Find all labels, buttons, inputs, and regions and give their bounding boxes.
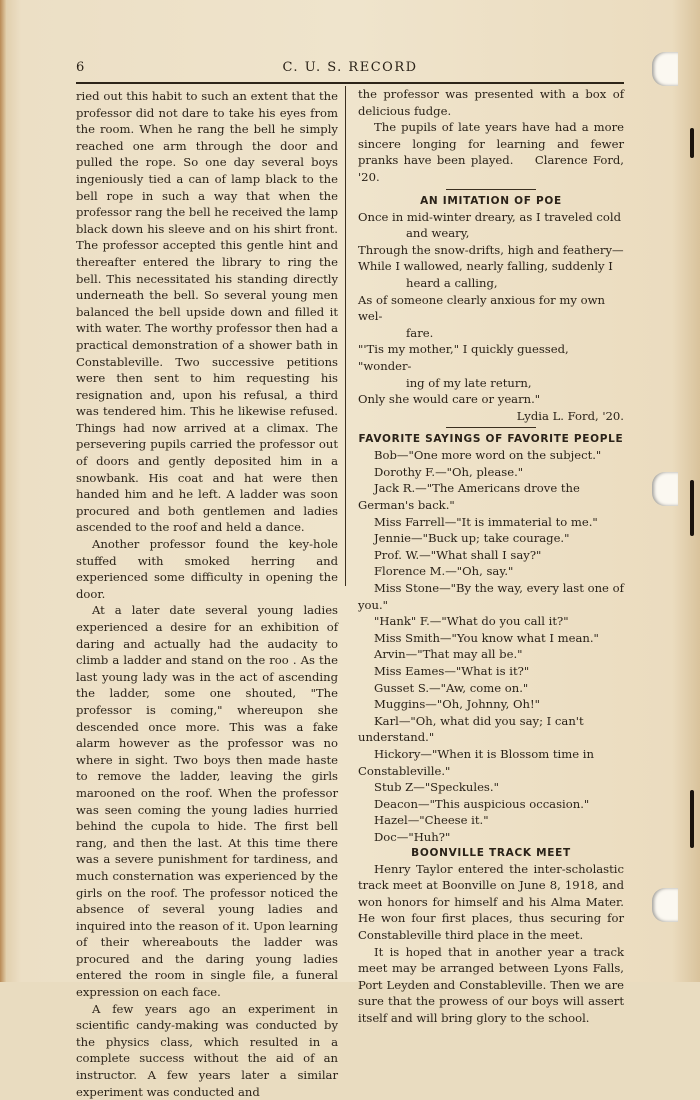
- poem-byline: Lydia L. Ford, '20.: [516, 408, 624, 423]
- paragraph: It is hoped that in another year a track meet may be arranged between Lyons Falls, Port Leyden and Constableville. Then we are sure that the prowess of our boys will assert itself and will bring glory to the school.: [358, 944, 624, 1025]
- tape-mark: [690, 790, 694, 848]
- left-column: [76, 88, 338, 1100]
- saying-item: Karl—"Oh, what did you say; I can't understand.": [358, 713, 584, 745]
- saying-item: Dorothy F.—"Oh, please.": [374, 464, 524, 479]
- paragraph: Henry Taylor entered the inter-scholastic track meet at Boonville on June 8, 1918, and won honors for himself and his Alma Mater. He won four first places, thus securing for Constableville third place in the meet.: [358, 861, 624, 942]
- author-byline: Clarence Ford, '20.: [358, 153, 624, 184]
- saying-item: Stub Z—"Speckules.": [374, 780, 499, 795]
- tape-mark: [690, 128, 694, 158]
- saying-item: "Hank" F.—"What do you call it?": [374, 614, 569, 629]
- poem-line: Once in mid-winter dreary, as I traveled cold: [358, 209, 622, 224]
- track-meet-title: BOONVILLE TRACK MEET: [411, 846, 571, 859]
- saying-item: Jack R.—"The Americans drove the German's back.": [358, 481, 580, 513]
- closing-text: The pupils of late years have had a more sincere longing for learning and fewer pranks have been played.: [358, 120, 624, 168]
- poem-line: As of someone clearly anxious for my own wel-: [358, 292, 606, 324]
- poem-line: heard a calling,: [406, 275, 498, 290]
- paragraph: [358, 119, 624, 185]
- poem-line: fare.: [406, 325, 434, 340]
- poem-line: ing of my late return,: [406, 375, 532, 390]
- poem-line: Through the snow-drifts, high and feathery—: [358, 242, 624, 257]
- poem: [358, 209, 624, 408]
- paragraph: At a later date several young ladies experienced a desire for an exhibition of daring and actually had the audacity to climb a ladder and stand on the roo . As the last young lady was in the act of ascending the ladder, some one shouted, "The professor is coming," whereupon she descended once more. This was a fake alarm however as the professor was no where in sight. Two boys then made haste to remove the ladder, leaving the girls marooned on the roof. When the professor was seen coming the young ladies hurried behind the cupola to hide. The first bell rang, and then the last. At this time there was a severe punishment for tardiness, and much consternation was experienced by the girls on the roof. The professor noticed the absence of several young ladies and inquired into the reason of it. Upon learning of their whereabouts the ladder was procured and the daring young ladies entered the room in single file, a funeral expression on each face.: [76, 603, 338, 1000]
- page-edge: [0, 0, 6, 982]
- poem-line: While I wallowed, nearly falling, suddenly I: [358, 259, 613, 274]
- saying-item: Deacon—"This auspicious occasion.": [374, 796, 590, 811]
- tape-mark: [690, 480, 694, 536]
- section-rule: [446, 427, 536, 428]
- saying-item: Prof. W.—"What shall I say?": [374, 547, 542, 562]
- saying-item: Doc—"Huh?": [374, 829, 451, 844]
- page-header: [76, 60, 624, 80]
- sayings-title: FAVORITE SAYINGS OF FAVORITE PEOPLE: [358, 433, 624, 446]
- saying-item: Miss Eames—"What is it?": [374, 664, 530, 678]
- poem-line: Only she would care or yearn.": [358, 392, 541, 407]
- page-number: 6: [76, 60, 85, 75]
- binder-hole: [652, 888, 678, 922]
- saying-item: Miss Smith—"You know what I mean.": [374, 630, 599, 645]
- paragraph: the professor was presented with a box of delicious fudge.: [358, 87, 624, 118]
- binder-hole: [652, 472, 678, 506]
- paragraph: ried out this habit to such an extent that the professor did not dare to take his eyes from the room. When he rang the bell he simply reached one arm through the door and pulled the rope. So one day several boys ingeniously tied a can of lamp black to the bell rope in such a way that when the professor rang the bell he received the lamp black down his sleeve and on his shirt front. The professor accepted this gentle hint and thereafter entered the library to ring the bell. This necessitated his standing directly underneath the bell. So several young men balanced the bell upside down and filled it with water. The worthy professor then had a practical demonstration of a shower bath in Constableville. Two successive petitions were then sent to him requesting his resignation and, upon his refusal, a third was tendered him. This he likewise refused. Things had now arrived at a climax. The persevering pupils carried the professor out of doors and gently deposited him in a snowbank. His coat and hat were then handed him and he left. A ladder was soon procured and both gentlemen and ladies ascended to the roof and held a dance.: [76, 89, 338, 535]
- saying-item: Miss Farrell—"It is immaterial to me.": [374, 514, 598, 529]
- saying-item: Hazel—"Cheese it.": [374, 813, 489, 828]
- right-column: [358, 86, 624, 1026]
- saying-item: Miss Stone—"By the way, every last one of you.": [358, 581, 624, 612]
- paragraph: Another professor found the key-hole stuffed with smoked herring and experienced some difficulty in opening the door.: [76, 537, 338, 601]
- saying-item: Gusset S.—"Aw, come on.": [374, 680, 529, 695]
- poem-title: AN IMITATION OF POE: [420, 194, 562, 207]
- saying-item: Florence M.—"Oh, say.": [374, 564, 514, 579]
- poem-line: "'Tis my mother," I quickly guessed, "wonder-: [358, 342, 569, 373]
- publication-title: C. U. S. RECORD: [282, 60, 418, 75]
- column-divider: [345, 86, 346, 586]
- saying-item: Bob—"One more word on the subject.": [374, 448, 602, 463]
- paragraph: A few years ago an experiment in scientific candy-making was conducted by the physics class, which resulted in a complete success without the aid of an instructor. A few years later a similar experiment was conducted and: [76, 1001, 338, 1099]
- saying-item: Arvin—"That may all be.": [374, 647, 523, 662]
- saying-item: Hickory—"When it is Blossom time in Constableville.": [358, 746, 594, 778]
- section-rule: [446, 189, 536, 190]
- saying-item: Muggins—"Oh, Johnny, Oh!": [374, 697, 540, 712]
- saying-item: Jennie—"Buck up; take courage.": [374, 531, 570, 546]
- sayings-list: [358, 447, 624, 845]
- header-rule: [76, 82, 624, 84]
- poem-line: and weary,: [406, 226, 470, 241]
- binder-hole: [652, 52, 678, 86]
